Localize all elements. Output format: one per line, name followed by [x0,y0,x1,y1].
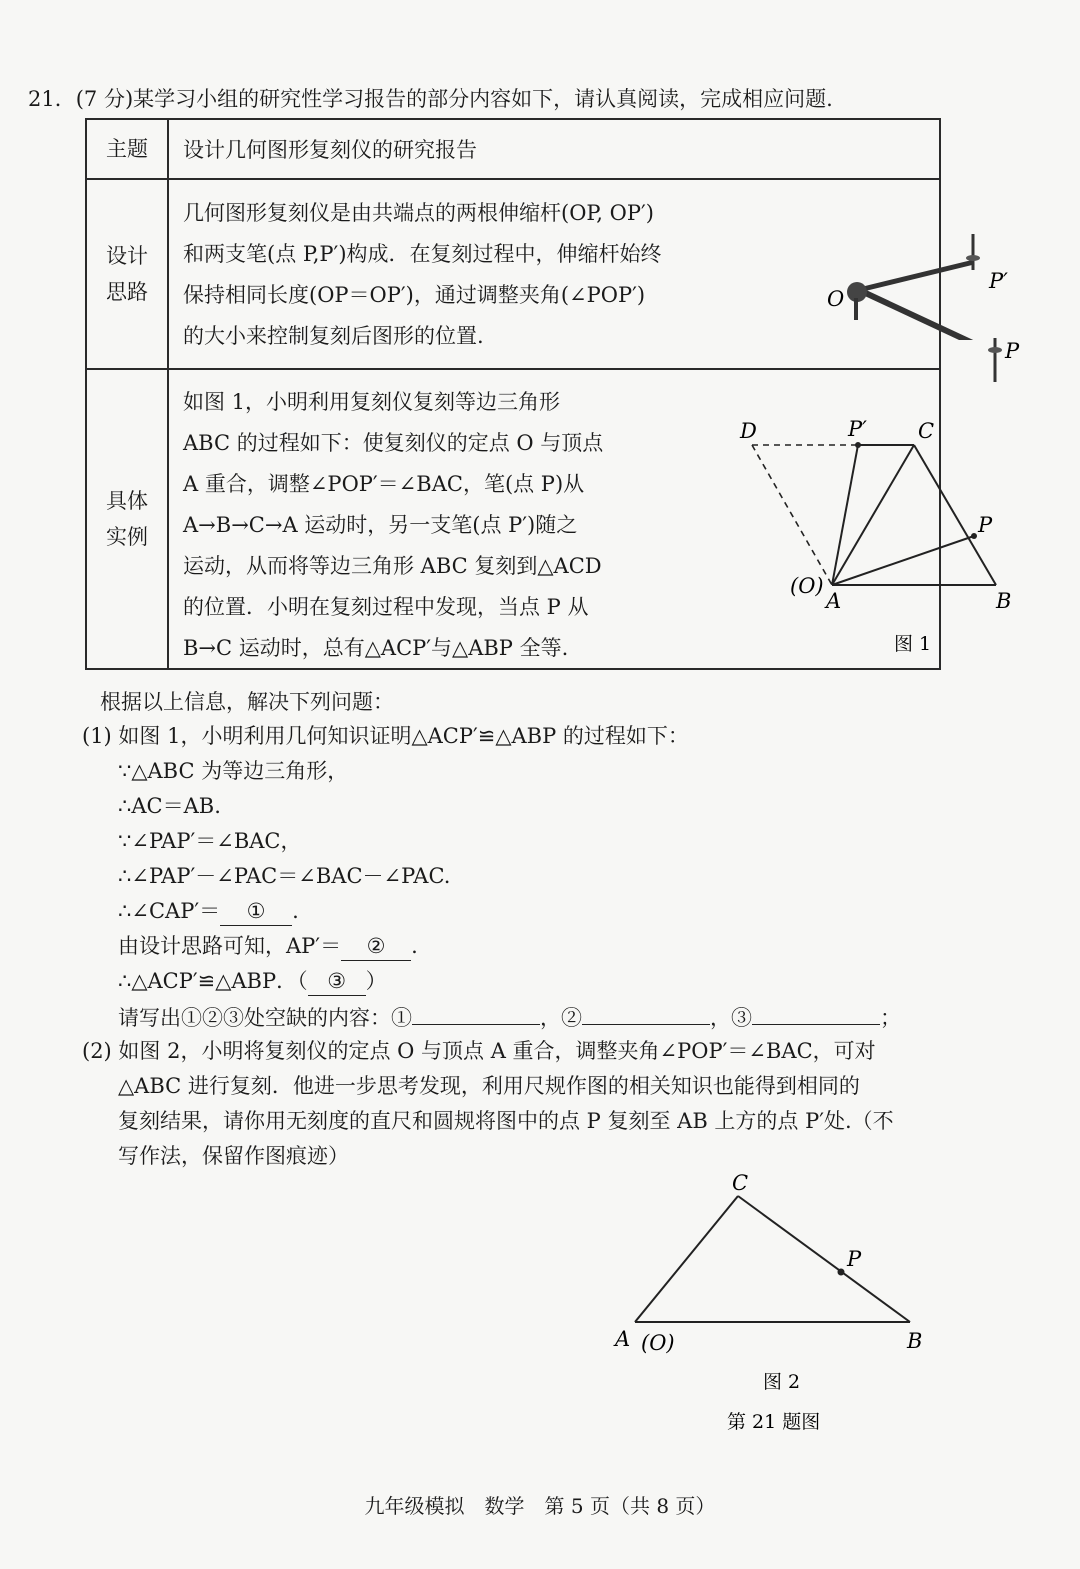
segment-ac-2 [635,1196,738,1322]
example-text [183,382,603,669]
fig2-label-c: C [732,1171,749,1195]
fill-sep-3: ，③ [710,1006,752,1030]
point-p-2 [838,1269,845,1276]
fill-prefix: 请写出①②③处空缺的内容：① [118,1006,412,1030]
design-line: 保持相同长度(OP＝OP′)，通过调整夹角(∠POP′) [183,283,646,307]
answer-field-2[interactable] [582,1002,710,1025]
fig1-caption: 图 1 [894,633,932,655]
fig2-label-p: P [847,1247,862,1271]
question-score: (7 分) [75,87,134,111]
design-line: 和两支笔(点 P,P′)构成．在复刻过程中，伸缩杆始终 [183,242,662,266]
segment-ap [832,536,974,585]
example-line: 运动，从而将等边三角形 ABC 复刻到△ACD [183,554,602,578]
segment-cb-2 [738,1196,910,1322]
example-line: B→C 运动时，总有△ACP′与△ABP 全等. [183,636,569,660]
blank-2[interactable]: ② [341,932,411,961]
design-line: 的大小来控制复刻后图形的位置. [183,324,484,348]
segment-ad [752,445,832,585]
tool-label-p-prime: P′ [989,269,1008,293]
problems-intro: 根据以上信息，解决下列问题： [100,690,394,714]
fig1-label-o: (O) [790,574,824,598]
example-label-2: 实例 [106,525,148,549]
step7-prefix: ∴△ACP′≌△ABP．（ [118,969,308,993]
question-number: 21． [28,87,76,111]
proof-step-1: ∵△ABC 为等边三角形， [118,759,349,783]
fig2-label-b: B [907,1329,923,1353]
figure-2[interactable] [605,1170,945,1440]
design-label-2: 思路 [106,280,148,304]
example-line: A 重合，调整∠POP′＝∠BAC，笔(点 P)从 [183,472,585,496]
tool-label-o: O [827,287,845,311]
tool-label-p: P [1005,339,1020,363]
pivot-leg [854,298,858,320]
example-label-1: 具体 [106,489,148,513]
design-text [183,193,662,357]
fig1-label-d: D [740,419,757,443]
answer-field-1[interactable] [412,1002,540,1025]
problem-2-line-1: (2) 如图 2，小明将复刻仪的定点 O 与顶点 A 重合，调整夹角∠POP′＝∠BAC，可对 [82,1039,876,1063]
proof-step-4: ∴∠PAP′－∠PAC＝∠BAC－∠PAC. [118,864,451,888]
report-table [85,118,1020,670]
proof-step-6 [118,932,418,961]
page-footer: 九年级模拟 数学 第 5 页（共 8 页） [364,1494,716,1518]
theme-value: 设计几何图形复刻仪的研究报告 [183,138,477,162]
theme-label: 主题 [86,119,168,179]
design-label-1: 设计 [106,244,148,268]
copier-tool-drawing [819,190,1019,340]
step6-suffix: . [411,934,418,958]
proof-step-2: ∴AC＝AB. [118,794,221,818]
fig1-label-c: C [918,419,935,443]
example-line: 的位置．小明在复刻过程中发现，当点 P 从 [183,595,589,619]
example-cell [168,369,1012,669]
step6-prefix: 由设计思路可知，AP′＝ [118,934,342,958]
step5-prefix: ∴∠CAP′＝ [118,899,221,923]
fig1-label-b: B [996,589,1012,613]
example-line: ABC 的过程如下：使复刻仪的定点 O 与顶点 [183,431,604,455]
rod-op-prime [859,262,974,290]
fig2-label-a: A [615,1327,631,1351]
example-line: A→B→C→A 运动时，另一支笔(点 P′)随之 [183,513,578,537]
blank-1[interactable]: ① [220,897,292,926]
question-header [28,85,833,113]
fill-end: ； [880,1006,901,1030]
proof-step-3: ∵∠PAP′＝∠BAC， [118,829,302,853]
theme-cell [168,119,940,179]
problem-2-line-4: 写作法，保留作图痕迹） [118,1144,349,1168]
problem-2-line-2: △ABC 进行复刻．他进一步思考发现，利用尺规作图的相关知识也能得到相同的 [118,1074,860,1098]
proof-step-7 [118,967,387,996]
example-label [86,369,168,669]
fig1-label-p-prime: P′ [848,417,867,441]
design-cell [168,179,1020,369]
figure-1 [734,408,1024,668]
blank-3[interactable]: ③ [308,967,366,996]
fill-in-line [118,1002,901,1032]
point-p-prime-dot [855,442,861,448]
step5-suffix: . [292,899,299,923]
pen-p-prime-clip [966,255,980,261]
fig1-label-a: A [826,589,842,613]
point-p-dot [971,533,977,539]
design-line: 几何图形复刻仪是由共端点的两根伸缩杆(OP, OP′) [183,201,654,225]
proof-step-5 [118,897,299,926]
fig2-caption: 图 2 [763,1371,801,1393]
fig1-label-p: P [978,513,993,537]
design-label [86,179,168,369]
problem-1-title: (1) 如图 1，小明利用几何知识证明△ACP′≌△ABP 的过程如下： [82,724,689,748]
question-intro: 某学习小组的研究性学习报告的部分内容如下，请认真阅读，完成相应问题. [133,87,833,111]
pen-p-clip [988,347,1002,353]
question-figure-caption: 第 21 题图 [727,1411,821,1433]
step7-suffix: ） [365,969,387,993]
answer-field-3[interactable] [752,1002,880,1025]
fill-sep-2: ，② [540,1006,582,1030]
fig2-label-o: (O) [641,1331,675,1355]
problem-2-line-3: 复刻结果，请你用无刻度的直尺和圆规将图中的点 P 复刻至 AB 上方的点 P′处.（不 [118,1109,894,1133]
copier-tool-drawing-p [959,320,1049,390]
example-line: 如图 1，小明利用复刻仪复刻等边三角形 [183,390,561,414]
